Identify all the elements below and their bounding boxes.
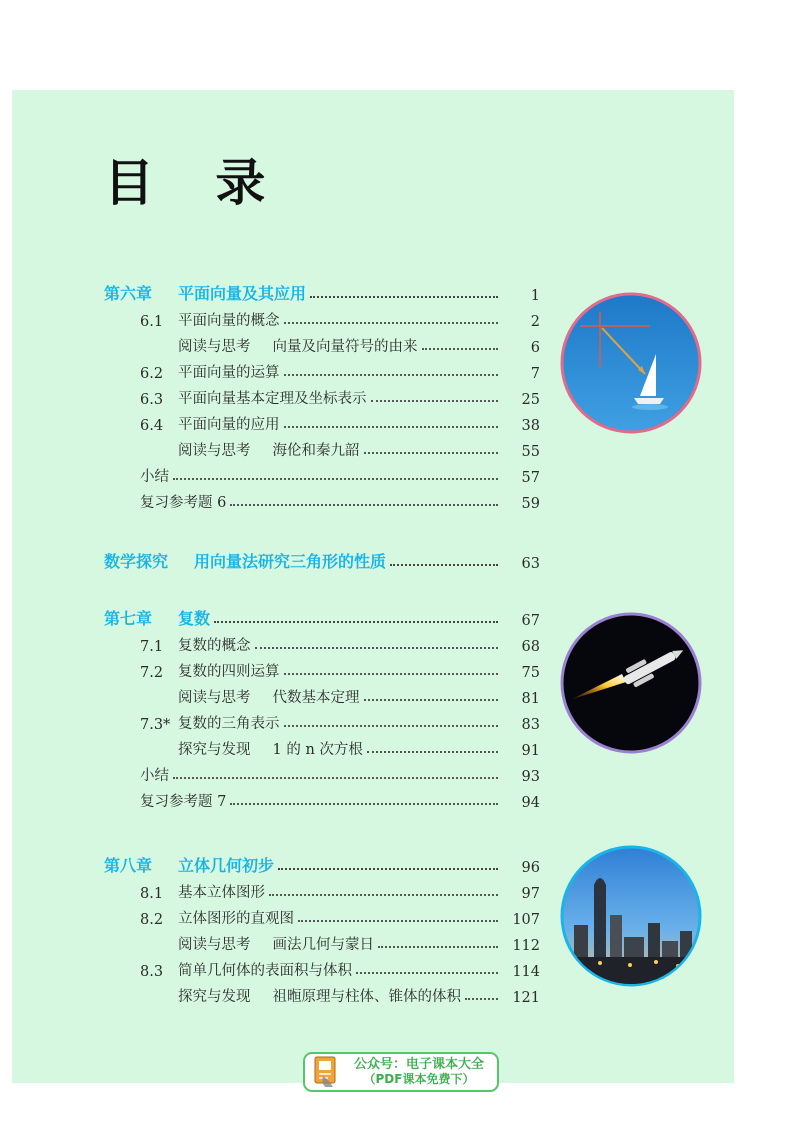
toc-page-number: 6 bbox=[530, 340, 540, 356]
toc-page-number: 7 bbox=[530, 366, 540, 382]
toc-page-number: 121 bbox=[512, 990, 540, 1006]
toc-chapter-title: 立体几何初步 bbox=[178, 856, 275, 875]
toc-section-number: 6.2 bbox=[140, 366, 164, 382]
toc-section-number: 7.2 bbox=[140, 665, 164, 681]
toc-leader-dots bbox=[278, 868, 498, 870]
toc-leader-dots bbox=[356, 972, 498, 974]
toc-leader-dots bbox=[284, 673, 499, 675]
toc-sub-title: 海伦和秦九韶 bbox=[272, 443, 360, 459]
toc-sub-title: 向量及向量符号的由来 bbox=[272, 339, 418, 355]
toc-item[interactable] bbox=[104, 546, 540, 572]
toc-item[interactable] bbox=[104, 278, 540, 304]
toc-section-number: 8.1 bbox=[140, 886, 164, 902]
toc-page-number: 96 bbox=[521, 860, 540, 876]
toc-item-title: 复习参考题 6 bbox=[140, 495, 227, 511]
toc-page-number: 112 bbox=[512, 938, 540, 954]
toc-page-number: 1 bbox=[530, 288, 540, 304]
toc-item[interactable] bbox=[104, 603, 540, 629]
toc-section-number: 8.3 bbox=[140, 964, 164, 980]
toc-leader-dots bbox=[173, 478, 498, 480]
toc-page-number: 81 bbox=[521, 691, 540, 707]
toc-section-title: 复数的三角表示 bbox=[178, 716, 280, 732]
wechat-account-badge[interactable] bbox=[303, 1052, 499, 1092]
rocket-photo bbox=[560, 612, 702, 754]
badge-line2: （PDF课本免费下） bbox=[363, 1071, 475, 1086]
toc-chapter-title: 复数 bbox=[178, 609, 211, 628]
toc-leader-dots bbox=[422, 348, 499, 350]
toc-page-number: 57 bbox=[521, 470, 540, 486]
toc-page-number: 59 bbox=[521, 496, 540, 512]
toc-leader-dots bbox=[298, 920, 498, 922]
toc-page-number: 63 bbox=[521, 556, 540, 572]
toc-section-number: 8.2 bbox=[140, 912, 164, 928]
toc-leader-dots bbox=[230, 504, 498, 506]
toc-item[interactable] bbox=[140, 486, 540, 512]
toc-section-title: 平面向量的运算 bbox=[178, 365, 280, 381]
toc-item[interactable] bbox=[140, 876, 540, 902]
toc-page-number: 67 bbox=[521, 613, 540, 629]
toc-sub-title: 画法几何与蒙日 bbox=[272, 937, 374, 953]
toc-item[interactable] bbox=[140, 356, 540, 382]
toc-section-number: 7.1 bbox=[140, 639, 164, 655]
toc-item[interactable] bbox=[140, 382, 540, 408]
toc-page-number: 93 bbox=[521, 769, 540, 785]
toc-leader-dots bbox=[390, 564, 498, 566]
toc-leader-dots bbox=[173, 777, 498, 779]
toc-chapter-title: 平面向量及其应用 bbox=[178, 284, 307, 303]
toc-item[interactable] bbox=[140, 629, 540, 655]
toc-sub-label: 探究与发现 bbox=[178, 742, 251, 758]
toc-section-title: 立体图形的直观图 bbox=[178, 911, 294, 927]
toc-chapter-title: 用向量法研究三角形的性质 bbox=[194, 552, 387, 571]
toc-leader-dots bbox=[364, 699, 499, 701]
toc-sub-label: 阅读与思考 bbox=[178, 690, 251, 706]
toc-sub-label: 探究与发现 bbox=[178, 989, 251, 1005]
toc-leader-dots bbox=[367, 751, 498, 753]
toc-item[interactable] bbox=[178, 733, 540, 759]
toc-chapter-label: 第六章 bbox=[104, 284, 153, 303]
toc-section-title: 基本立体图形 bbox=[178, 885, 265, 901]
toc-item[interactable] bbox=[140, 304, 540, 330]
toc-sub-label: 阅读与思考 bbox=[178, 937, 251, 953]
sailboat-photo bbox=[560, 292, 702, 434]
toc-page-number: 2 bbox=[530, 314, 540, 330]
toc-page-number: 107 bbox=[512, 912, 540, 928]
toc-leader-dots bbox=[284, 426, 499, 428]
toc-page-number: 55 bbox=[521, 444, 540, 460]
toc-page-number: 38 bbox=[521, 418, 540, 434]
toc-item[interactable] bbox=[178, 434, 540, 460]
toc-sub-label: 阅读与思考 bbox=[178, 339, 251, 355]
toc-section-title: 平面向量的应用 bbox=[178, 417, 280, 433]
toc-sub-title: 代数基本定理 bbox=[272, 690, 360, 706]
toc-section-number: 7.3* bbox=[140, 717, 171, 733]
toc-item[interactable] bbox=[140, 408, 540, 434]
toc-item-title: 小结 bbox=[140, 768, 169, 784]
toc-item[interactable] bbox=[178, 681, 540, 707]
toc-item[interactable] bbox=[140, 460, 540, 486]
toc-page-number: 83 bbox=[521, 717, 540, 733]
toc-item[interactable] bbox=[178, 980, 540, 1006]
city-skyline-illustration bbox=[560, 845, 702, 987]
toc-page-number: 114 bbox=[512, 964, 540, 980]
toc-item[interactable] bbox=[140, 759, 540, 785]
toc-leader-dots bbox=[284, 374, 499, 376]
rocket-illustration bbox=[560, 612, 702, 754]
toc-item[interactable] bbox=[140, 954, 540, 980]
toc-section-number: 6.1 bbox=[140, 314, 164, 330]
toc-item-title: 小结 bbox=[140, 469, 169, 485]
toc-item[interactable] bbox=[178, 928, 540, 954]
toc-sub-title: 1 的 n 次方根 bbox=[272, 742, 363, 758]
toc-sub-label: 阅读与思考 bbox=[178, 443, 251, 459]
book-icon bbox=[313, 1056, 341, 1088]
badge-line1: 公众号：电子课本大全 bbox=[353, 1057, 484, 1073]
toc-item[interactable] bbox=[140, 902, 540, 928]
page-title: 目 录 bbox=[104, 153, 288, 212]
toc-section-number: 6.4 bbox=[140, 418, 164, 434]
toc-leader-dots bbox=[371, 400, 499, 402]
toc-page-number: 68 bbox=[521, 639, 540, 655]
toc-section-number: 6.3 bbox=[140, 392, 164, 408]
toc-item[interactable] bbox=[104, 850, 540, 876]
toc-leader-dots bbox=[255, 647, 499, 649]
toc-leader-dots bbox=[465, 998, 498, 1000]
toc-page-number: 91 bbox=[521, 743, 540, 759]
toc-page-number: 25 bbox=[521, 392, 540, 408]
toc-chapter-label: 第七章 bbox=[104, 609, 153, 628]
toc-leader-dots bbox=[269, 894, 498, 896]
badge-text bbox=[341, 1058, 497, 1085]
toc-leader-dots bbox=[284, 322, 499, 324]
toc-leader-dots bbox=[364, 452, 499, 454]
toc-item[interactable] bbox=[178, 330, 540, 356]
toc-item[interactable] bbox=[140, 785, 540, 811]
toc-item-title: 复习参考题 7 bbox=[140, 794, 227, 810]
sailboat-illustration bbox=[560, 292, 702, 434]
toc-section-title: 平面向量的概念 bbox=[178, 313, 280, 329]
toc-item[interactable] bbox=[140, 707, 540, 733]
toc-section-title: 复数的概念 bbox=[178, 638, 251, 654]
toc-section-title: 平面向量基本定理及坐标表示 bbox=[178, 391, 367, 407]
toc-section-title: 简单几何体的表面积与体积 bbox=[178, 963, 352, 979]
toc-leader-dots bbox=[284, 725, 499, 727]
city-skyline-photo bbox=[560, 845, 702, 987]
toc-leader-dots bbox=[310, 296, 498, 298]
toc-chapter-label: 第八章 bbox=[104, 856, 153, 875]
toc-leader-dots bbox=[378, 946, 498, 948]
toc-sub-title: 祖暅原理与柱体、锥体的体积 bbox=[272, 989, 461, 1005]
toc-item[interactable] bbox=[140, 655, 540, 681]
toc-page-number: 75 bbox=[521, 665, 540, 681]
toc-leader-dots bbox=[214, 621, 498, 623]
toc-leader-dots bbox=[230, 803, 498, 805]
toc-page-number: 97 bbox=[521, 886, 540, 902]
toc-chapter-label: 数学探究 bbox=[104, 552, 169, 571]
toc-page-number: 94 bbox=[521, 795, 540, 811]
toc-section-title: 复数的四则运算 bbox=[178, 664, 280, 680]
